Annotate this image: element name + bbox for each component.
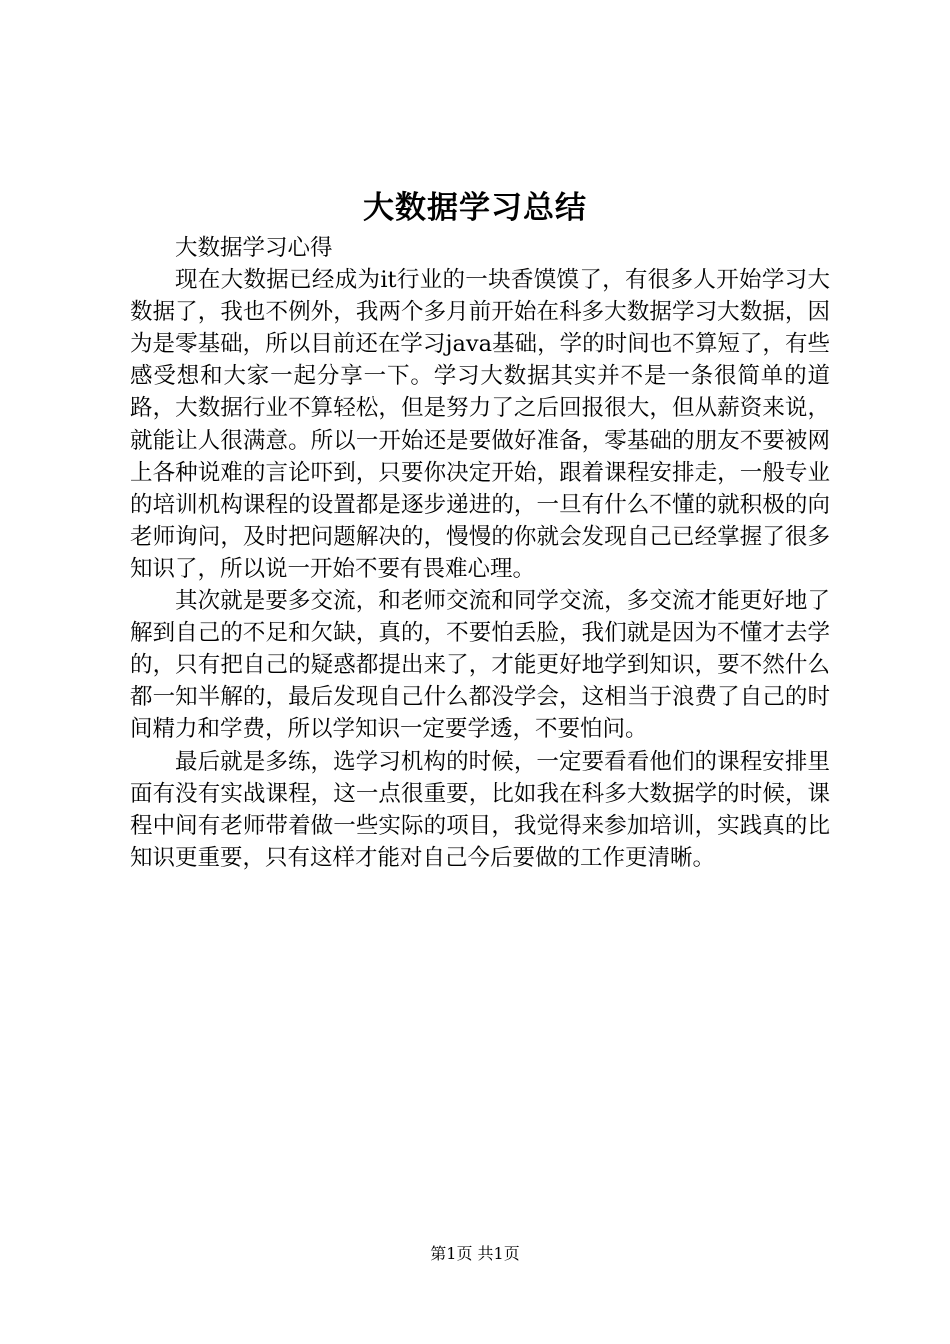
page-number-footer: 第1页 共1页 [430,1244,520,1263]
document-title: 大数据学习总结 [363,190,587,226]
body-paragraph-2: 其次就是要多交流，和老师交流和同学交流，多交流才能更好地了解到自己的不足和欠缺，真的，不要怕丢脸，我们就是因为不懂才去学的，只有把自己的疑惑都提出来了，才能更好地学到知识，要不然什么都一知半解的，最后发现自己什么都没学会，这相当于浪费了自己的时间精力和学费，所以学知识一定要学透，不要怕问。 [130,588,830,743]
document-body [130,232,830,874]
subtitle-paragraph: 大数据学习心得 [175,235,333,261]
body-paragraph-3: 最后就是多练，选学习机构的时候，一定要看看他们的课程安排里面有没有实战课程，这一点很重要，比如我在科多大数据学的时候，课程中间有老师带着做一些实际的项目，我觉得来参加培训，实践真的比知识更重要，只有这样才能对自己今后要做的工作更清晰。 [130,748,830,871]
body-paragraph-1: 现在大数据已经成为it行业的一块香馍馍了，有很多人开始学习大数据了，我也不例外，我两个多月前开始在科多大数据学习大数据，因为是零基础，所以目前还在学习java基础，学的时间也不算短了，有些感受想和大家一起分享一下。学习大数据其实并不是一条很简单的道路，大数据行业不算轻松，但是努力了之后回报很大，但从薪资来说，就能让人很满意。所以一开始还是要做好准备，零基础的朋友不要被网上各种说难的言论吓到，只要你决定开始，跟着课程安排走，一般专业的培训机构课程的设置都是逐步递进的，一旦有什么不懂的就积极的向老师询问，及时把问题解决的，慢慢的你就会发现自己已经掌握了很多知识了，所以说一开始不要有畏难心理。 [130,267,830,582]
